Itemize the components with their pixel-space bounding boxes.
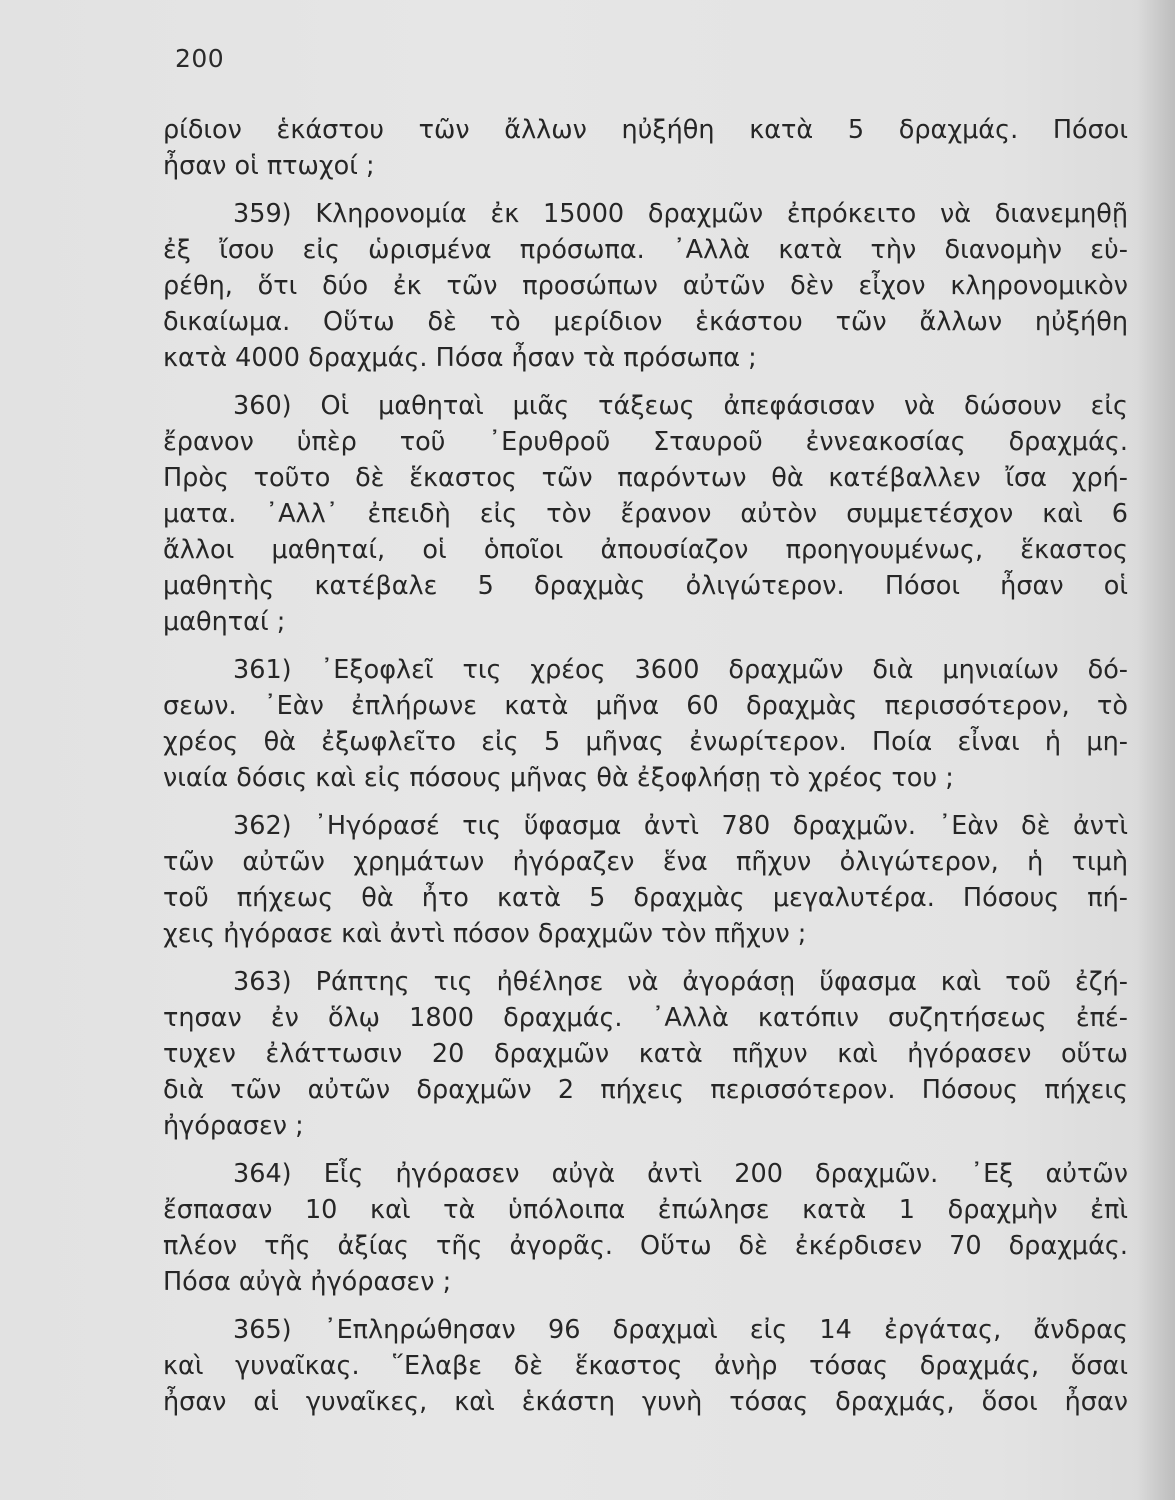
- text-line: 364) Εἷς ἠγόρασεν αὐγὰ ἀντὶ 200 δραχμῶν. ᾿Εξ αὐτῶν: [233, 1159, 1128, 1189]
- problem-360: [163, 388, 1128, 640]
- paragraph-continuation: [163, 112, 1128, 184]
- text-line: ματα. ᾿Αλλ᾿ ἐπειδὴ εἰς τὸν ἔρανον αὐτὸν συμμετέσχον καὶ 6: [163, 499, 1128, 529]
- text-line: ρέθη, ὅτι δύο ἐκ τῶν προσώπων αὐτῶν δὲν εἶχον κληρονομικὸν: [163, 271, 1128, 301]
- text-line: τυχεν ἐλάττωσιν 20 δραχμῶν κατὰ πῆχυν καὶ ἠγόρασεν οὕτω: [163, 1039, 1128, 1069]
- text-line: ἠγόρασεν ;: [163, 1111, 304, 1141]
- text-line: ἐξ ἴσου εἰς ὡρισμένα πρόσωπα. ᾿Αλλὰ κατὰ τὴν διανομὴν εὑ-: [163, 235, 1128, 265]
- text-line: χεις ἠγόρασε καὶ ἀντὶ πόσον δραχμῶν τὸν πῆχυν ;: [163, 919, 807, 949]
- text-line: ἦσαν αἱ γυναῖκες, καὶ ἑκάστη γυνὴ τόσας δραχμάς, ὅσοι ἦσαν: [163, 1387, 1128, 1417]
- text-line: 359) Κληρονομία ἐκ 15000 δραχμῶν ἐπρόκειτο νὰ διανεμηθῇ: [233, 199, 1128, 229]
- text-line: διὰ τῶν αὐτῶν δραχμῶν 2 πήχεις περισσότερον. Πόσους πήχεις: [163, 1075, 1128, 1105]
- text-line: μαθηταί ;: [163, 607, 286, 637]
- text-line: τῶν αὐτῶν χρημάτων ἠγόραζεν ἕνα πῆχυν ὀλιγώτερον, ἡ τιμὴ: [163, 847, 1128, 877]
- text-line: καὶ γυναῖκας. ῞Ελαβε δὲ ἕκαστος ἀνὴρ τόσας δραχμάς, ὅσαι: [163, 1351, 1128, 1381]
- text-line: μαθητὴς κατέβαλε 5 δραχμὰς ὀλιγώτερον. Πόσοι ἦσαν οἱ: [163, 571, 1128, 601]
- text-line: ἔσπασαν 10 καὶ τὰ ὑπόλοιπα ἐπώλησε κατὰ 1 δραχμὴν ἐπὶ: [163, 1195, 1128, 1225]
- text-line: νιαία δόσις καὶ εἰς πόσους μῆνας θὰ ἐξοφλήσῃ τὸ χρέος του ;: [163, 763, 954, 793]
- text-line: τησαν ἐν ὅλῳ 1800 δραχμάς. ᾿Αλλὰ κατόπιν συζητήσεως ἐπέ-: [163, 1003, 1128, 1033]
- text-line: ρίδιον ἑκάστου τῶν ἄλλων ηὐξήθη κατὰ 5 δραχμάς. Πόσοι: [163, 115, 1128, 145]
- text-line: ἔρανον ὑπὲρ τοῦ ᾿Ερυθροῦ Σταυροῦ ἐννεακοσίας δραχμάς.: [163, 427, 1128, 457]
- text-line: κατὰ 4000 δραχμάς. Πόσα ἦσαν τὰ πρόσωπα ;: [163, 343, 757, 373]
- problem-361: [163, 652, 1128, 796]
- text-line: Πρὸς τοῦτο δὲ ἕκαστος τῶν παρόντων θὰ κατέβαλλεν ἴσα χρή-: [163, 463, 1128, 493]
- text-line: 361) ᾿Εξοφλεῖ τις χρέος 3600 δραχμῶν διὰ μηνιαίων δό-: [233, 655, 1128, 685]
- text-line: χρέος θὰ ἐξωφλεῖτο εἰς 5 μῆνας ἐνωρίτερον. Ποία εἶναι ἡ μη-: [163, 727, 1128, 757]
- page-binding-edge: [1137, 0, 1175, 1500]
- problem-364: [163, 1156, 1128, 1300]
- text-line: τοῦ πήχεως θὰ ἦτο κατὰ 5 δραχμὰς μεγαλυτέρα. Πόσους πή-: [163, 883, 1128, 913]
- text-line: πλέον τῆς ἀξίας τῆς ἀγορᾶς. Οὕτω δὲ ἐκέρδισεν 70 δραχμάς.: [163, 1231, 1128, 1261]
- text-line: 365) ᾿Επληρώθησαν 96 δραχμαὶ εἰς 14 ἐργάτας, ἄνδρας: [233, 1315, 1128, 1345]
- problem-359: [163, 196, 1128, 376]
- text-line: σεων. ᾿Εὰν ἐπλήρωνε κατὰ μῆνα 60 δραχμὰς περισσότερον, τὸ: [163, 691, 1128, 721]
- text-line: 363) Ράπτης τις ἠθέλησε νὰ ἀγοράσῃ ὕφασμα καὶ τοῦ ἐζή-: [233, 967, 1128, 997]
- page-body-text: [163, 112, 1128, 1420]
- text-line: 362) ᾿Ηγόρασέ τις ὕφασμα ἀντὶ 780 δραχμῶν. ᾿Εὰν δὲ ἀντὶ: [233, 811, 1128, 841]
- text-line: 360) Οἱ μαθηταὶ μιᾶς τάξεως ἀπεφάσισαν νὰ δώσουν εἰς: [233, 391, 1128, 421]
- page-number: 200: [175, 44, 225, 73]
- text-line: δικαίωμα. Οὕτω δὲ τὸ μερίδιον ἑκάστου τῶν ἄλλων ηὐξήθη: [163, 307, 1128, 337]
- problem-362: [163, 808, 1128, 952]
- problem-363: [163, 964, 1128, 1144]
- text-line: ἄλλοι μαθηταί, οἱ ὁποῖοι ἀπουσίαζον προηγουμένως, ἕκαστος: [163, 535, 1128, 565]
- text-line: Πόσα αὐγὰ ἠγόρασεν ;: [163, 1267, 452, 1297]
- text-line: ἦσαν οἱ πτωχοί ;: [163, 151, 375, 181]
- problem-365: [163, 1312, 1128, 1420]
